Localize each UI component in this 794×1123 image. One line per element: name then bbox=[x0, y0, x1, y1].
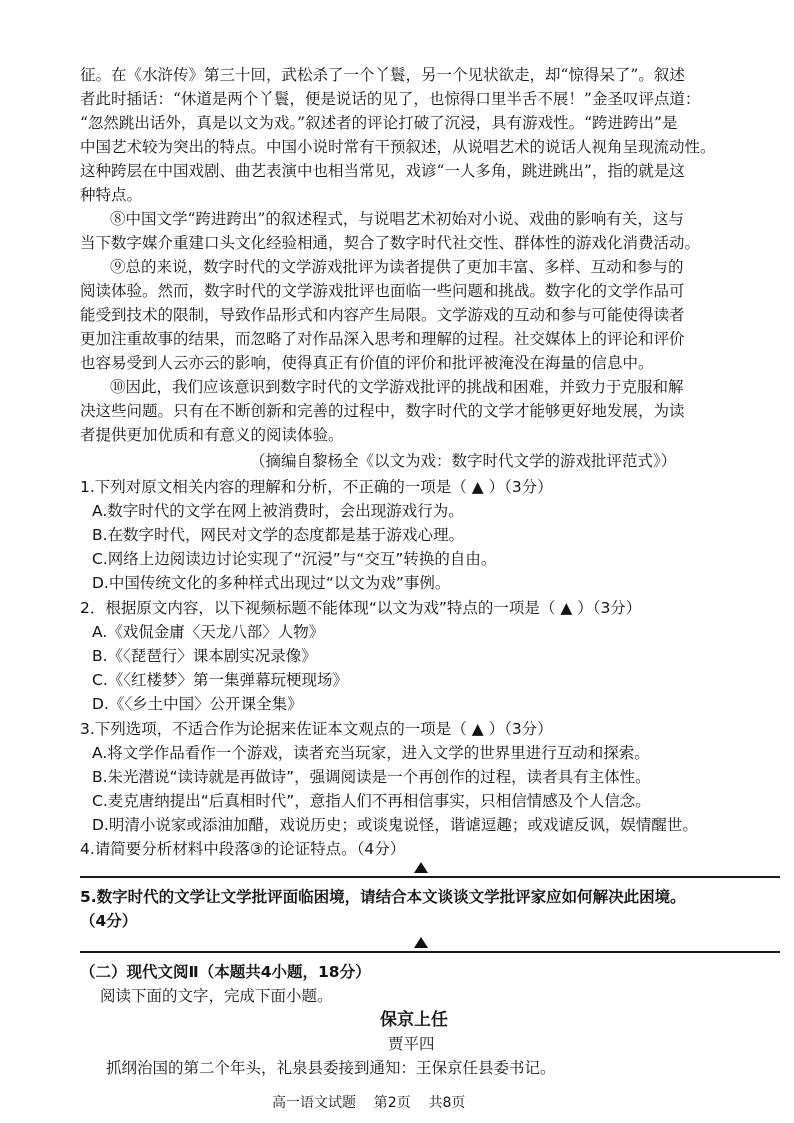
question-3-option-a: A.将文学作品看作一个游戏，读者充当玩家，进入文学的世界里进行互动和探索。 bbox=[92, 744, 650, 762]
passage-line: 者提供更加优质和有意义的阅读体验。 bbox=[80, 426, 344, 444]
question-2-option-c: C.《〈红楼梦〉第一集弹幕玩梗现场》 bbox=[92, 671, 349, 689]
story-title: 保京上任 bbox=[380, 1010, 448, 1030]
passage-source: （摘编自黎杨全《以文为戏：数字时代文学的游戏批评范式》） bbox=[250, 452, 677, 470]
question-3-option-b: B.朱光潜说“读诗就是再做诗”，强调阅读是一个再创作的过程，读者具有主体性。 bbox=[92, 768, 651, 786]
answer-line bbox=[80, 951, 780, 953]
passage-line: 中国艺术较为突出的特点。中国小说时常有干预叙述，从说唱艺术的说话人视角呈现流动性。 bbox=[80, 138, 716, 156]
passage-line: 这种跨层在中国戏剧、曲艺表演中也相当常见，戏谚“一人多角，跳进跳出”，指的就是这 bbox=[80, 162, 685, 180]
passage-line: 也容易受到人云亦云的影响，使得真正有价值的评价和批评被淹没在海量的信息中。 bbox=[80, 354, 654, 372]
answer-triangle-icon bbox=[414, 937, 428, 948]
answer-triangle-icon bbox=[414, 862, 428, 873]
question-4-stem: 4.请简要分析材料中段落③的论证特点。（4分） bbox=[80, 840, 406, 858]
question-2-option-a: A.《戏侃金庸〈天龙八部〉人物》 bbox=[92, 623, 325, 641]
story-first-line: 抓纲治国的第二个年头，礼泉县委接到通知：王保京任县委书记。 bbox=[106, 1059, 556, 1077]
passage-line: 更加注重故事的结果，而忽略了对作品深入思考和理解的过程。社交媒体上的评论和评价 bbox=[80, 330, 685, 348]
passage-line: ⑧中国文学“跨进跨出”的叙述程式，与说唱艺术初始对小说、戏曲的影响有关，这与 bbox=[110, 210, 684, 228]
question-3-option-d: D.明清小说家或添油加醋，戏说历史；或谈鬼说怪，谐谑逗趣；或戏谑反讽，娱情醒世。 bbox=[92, 816, 698, 834]
passage-line: 决这些问题。只有在不断创新和完善的过程中，数字时代的文学才能够更好地发展，为读 bbox=[80, 402, 685, 420]
page-footer: 高一语文试题 第2页 共8页 bbox=[272, 1095, 466, 1111]
passage-line: 阅读体验。然而，数字时代的文学游戏批评也面临一些问题和挑战。数字化的文学作品可 bbox=[80, 282, 685, 300]
passage-line: 种特点。 bbox=[80, 186, 143, 204]
passage-line: 当下数字媒介重建口头文化经验相通，契合了数字时代社交性、群体性的游戏化消费活动。 bbox=[80, 234, 701, 252]
question-1-stem: 1.下列对原文相关内容的理解和分析，不正确的一项是（ ▲ ）（3分） bbox=[80, 478, 553, 496]
passage-line: 征。在《水浒传》第三十回，武松杀了一个丫鬟，另一个见状欲走，却“惊得呆了”。叙述 bbox=[80, 66, 685, 84]
passage-line: “忽然跳出话外，真是以文为戏。”叙述者的评论打破了沉浸，具有游戏性。“跨进跨出”是 bbox=[80, 114, 678, 132]
answer-line bbox=[80, 876, 780, 878]
question-1-option-b: B.在数字时代，网民对文学的态度都是基于游戏心理。 bbox=[92, 526, 465, 544]
question-1-option-c: C.网络上边阅读边讨论实现了“沉浸”与“交互”转换的自由。 bbox=[92, 550, 497, 568]
passage-line: 能受到技术的限制，导致作品形式和内容产生局限。文学游戏的互动和参与可能使得读者 bbox=[80, 306, 685, 324]
question-3-stem: 3.下列选项，不适合作为论据来佐证本文观点的一项是（ ▲ ）（3分） bbox=[80, 720, 553, 738]
section-2-heading: （二）现代文阅Ⅱ（本题共4小题，18分） bbox=[80, 963, 371, 981]
question-1-option-a: A.数字时代的文学在网上被消费时，会出现游戏行为。 bbox=[92, 502, 464, 520]
question-2-stem: 2．根据原文内容，以下视频标题不能体现“以文为戏”特点的一项是（ ▲ ）（3分） bbox=[80, 599, 642, 617]
question-2-option-b: B.《〈琵琶行〉课本剧实况录像》 bbox=[92, 647, 317, 665]
question-3-option-c: C.麦克唐纳提出“后真相时代”，意指人们不再相信事实，只相信情感及个人信念。 bbox=[92, 792, 651, 810]
passage-line: 者此时插话：“休道是两个丫鬟，便是说话的见了，也惊得口里半舌不展！”金圣叹评点道： bbox=[80, 90, 701, 108]
question-5-points: （4分） bbox=[80, 912, 138, 930]
question-5-stem: 5.数字时代的文学让文学批评面临困境，请结合本文谈谈文学批评家应如何解决此困境。 bbox=[80, 888, 686, 906]
story-author: 贾平四 bbox=[388, 1035, 435, 1053]
question-1-option-d: D.中国传统文化的多种样式出现过“以文为戏”事例。 bbox=[92, 574, 451, 592]
passage-line: ⑨总的来说，数字时代的文学游戏批评为读者提供了更加丰富、多样、互动和参与的 bbox=[110, 258, 684, 276]
section-2-instruction: 阅读下面的文字，完成下面小题。 bbox=[100, 987, 333, 1005]
passage-line: ⑩因此，我们应该意识到数字时代的文学游戏批评的挑战和困难，并致力于克服和解 bbox=[110, 378, 684, 396]
question-2-option-d: D.《〈乡土中国〉公开课全集》 bbox=[92, 695, 303, 713]
